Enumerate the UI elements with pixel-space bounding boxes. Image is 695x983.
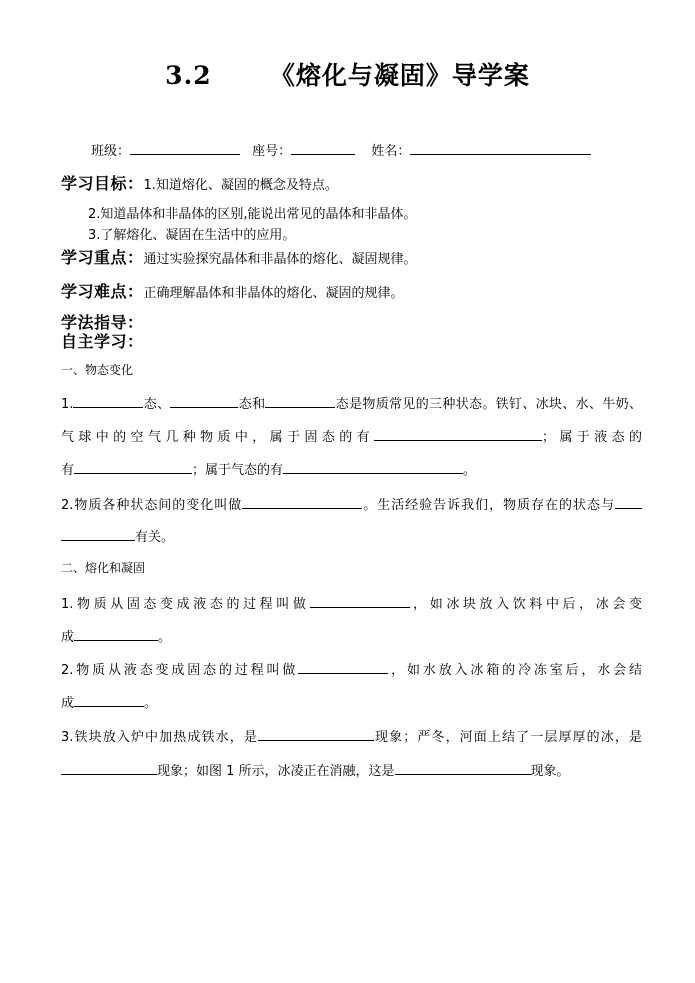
section1-heading: 一、物态变化	[61, 363, 134, 377]
s1-q1-line1	[61, 393, 642, 412]
s2-q3-text-d: 现象。	[530, 764, 570, 779]
s2-q3-text-b: 现象；严冬，河面上结了一层厚厚的冰，是	[373, 730, 642, 745]
s2-q2-text-a: 2.物质从液态变成固态的过程叫做	[61, 663, 299, 678]
s2-q2-blank-2[interactable]	[74, 694, 144, 707]
s2-q3-text-c: 现象；如图 1 所示，冰凌正在消融，这是	[157, 764, 395, 779]
section2-heading: 二、熔化和凝固	[61, 561, 146, 575]
s2-q2-text-b: ，如水放入冰箱的冷冻室后，水会结	[388, 663, 642, 678]
s1-q2-blank-1[interactable]	[242, 496, 362, 509]
goals-row	[61, 171, 338, 194]
s1-q1-blank-6[interactable]	[283, 461, 463, 474]
s1-q1-line2	[61, 426, 642, 445]
s1-q2-line1	[61, 494, 642, 513]
s1-q1-text-e: 气球中的空气几种物质中，属于固态的有	[61, 430, 375, 445]
difficulty-row	[61, 279, 404, 302]
key-point-row	[61, 245, 417, 268]
s1-q1-blank-2[interactable]	[170, 395, 238, 408]
s1-q1-text-b: 态、	[143, 397, 171, 412]
goal-item-1: 1.知道熔化、凝固的概念及特点。	[143, 178, 338, 193]
s2-q1-text-c: 成	[61, 630, 75, 645]
s2-q2-line1	[61, 659, 642, 678]
s2-q2-text-c: 成	[61, 696, 75, 711]
s1-q1-text-c: 态和	[238, 397, 266, 412]
goal-item-2: 2.知道晶体和非晶体的区别,能说出常见的晶体和非晶体。	[88, 207, 417, 222]
s2-q3-blank-1[interactable]	[258, 728, 374, 741]
s2-q3-blank-2[interactable]	[61, 762, 157, 775]
s1-q1-text-d: 态是物质常见的三种状态。铁钉、冰块、水、牛奶、	[335, 397, 642, 412]
s1-q1-text-g: 有	[61, 463, 75, 478]
class-label: 班级：	[91, 144, 131, 159]
s1-q2-text-a: 2.物质各种状态间的变化叫做	[61, 498, 243, 513]
s1-q2-blank-3[interactable]	[61, 528, 135, 541]
seat-field[interactable]	[291, 142, 355, 155]
s1-q1-text-h: ；属于气态的有	[192, 463, 284, 478]
s1-q2-blank-2[interactable]	[615, 496, 642, 509]
s1-q1-blank-1[interactable]	[73, 395, 143, 408]
seat-label: 座号：	[252, 144, 292, 159]
goal-item-3: 3.了解熔化、凝固在生活中的应用。	[88, 228, 296, 243]
key-point-label: 学习重点：	[61, 248, 144, 267]
s2-q1-blank-1[interactable]	[310, 595, 410, 608]
s1-q1-blank-5[interactable]	[74, 461, 192, 474]
difficulty-text: 正确理解晶体和非晶体的熔化、凝固的规律。	[143, 286, 404, 301]
s2-q2-blank-1[interactable]	[298, 661, 388, 674]
s2-q1-text-a: 1.物质从固态变成液态的过程叫做	[61, 597, 310, 612]
s2-q1-blank-2[interactable]	[74, 628, 158, 641]
key-point-text: 通过实验探究晶体和非晶体的熔化、凝固规律。	[143, 252, 417, 267]
s1-q2-text-b: 。生活经验告诉我们，物质存在的状态与	[362, 498, 615, 513]
s2-q3-line1	[61, 726, 642, 745]
s1-q1-blank-3[interactable]	[265, 395, 335, 408]
s2-q2-line2	[61, 692, 157, 711]
s2-q2-text-d: 。	[144, 696, 158, 711]
s1-q1-text-a: 1.	[61, 397, 74, 412]
class-field[interactable]	[130, 142, 240, 155]
s1-q1-text-i: 。	[463, 463, 477, 478]
student-info-row	[91, 140, 591, 159]
difficulty-label: 学习难点：	[61, 282, 144, 301]
s2-q3-line2	[61, 760, 570, 779]
s2-q1-line1	[61, 593, 642, 612]
s2-q1-text-b: ，如冰块放入饮料中后，冰会变	[409, 597, 642, 612]
name-label: 姓名：	[371, 144, 411, 159]
name-field[interactable]	[410, 142, 591, 155]
s2-q3-text-a: 3.铁块放入炉中加热成铁水，是	[61, 730, 258, 745]
s2-q1-line2	[61, 626, 171, 645]
method-label: 学法指导：	[61, 313, 144, 332]
s1-q1-blank-4[interactable]	[374, 428, 542, 441]
s1-q2-line2	[61, 526, 174, 545]
s2-q3-blank-3[interactable]	[395, 762, 531, 775]
s1-q2-text-c: 有关。	[135, 530, 175, 545]
s1-q1-text-f: ；属于液态的	[542, 430, 642, 445]
page-title: 3.2 《熔化与凝固》导学案	[165, 61, 530, 90]
goals-label: 学习目标：	[61, 174, 144, 193]
self-study-label: 自主学习：	[61, 332, 144, 351]
s2-q1-text-d: 。	[158, 630, 172, 645]
s1-q1-line3	[61, 459, 476, 478]
